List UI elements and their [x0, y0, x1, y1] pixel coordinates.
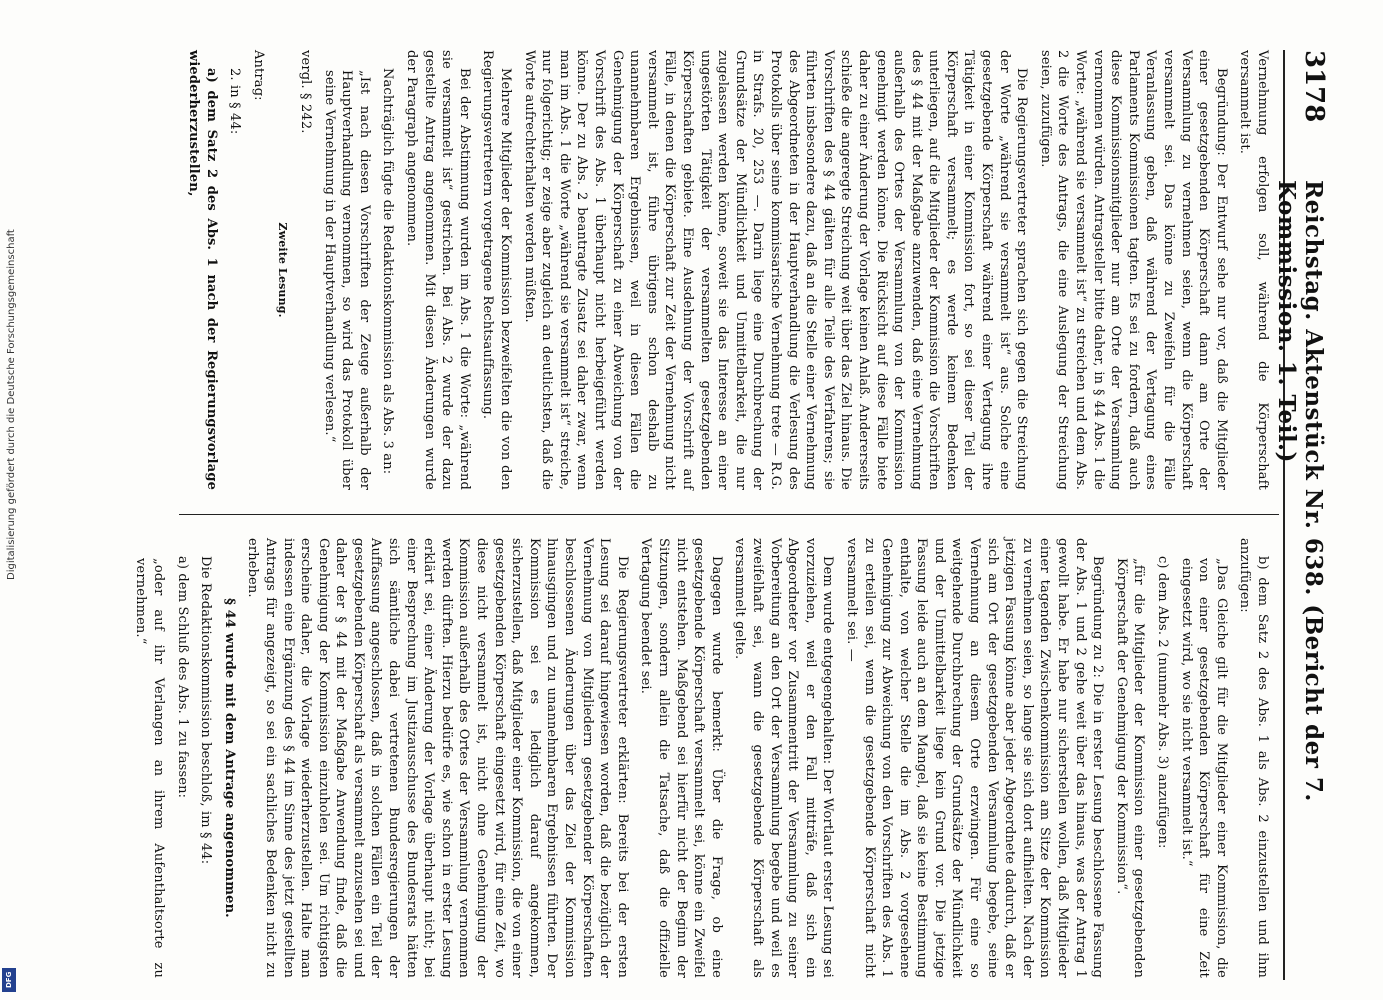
paragraph: Die Regierungsvertreter sprachen sich gegen die Streichung der Worte „während sie versammelt ist“ aus. Solche eine gesetzgebende Körperschaft während einer Vertagung ihre Tätigkeit in einer Kommission fort, so sei dieser Teil der Körperschaft versammelt; es werde keinem Bedenken unterliegen, auf die Mitglieder der Kommission die Vorschriften des § 44 mit der Maßgabe anzuwenden, daß eine Vernehmung außerhalb des Ortes der Versammlung von der Kommission genehmigt werden könne. Die Rücksicht auf diese Fälle biete daher zu einer Änderung der Vorlage keinen Anlaß. Andererseits schieße die angeregte Streichung weit über das Ziel hinaus. Die Vorschriften des § 44 gälten für alle Teile des Verfahrens; sie führten insbesondere dazu, daß an die Stelle einer Vernehmung des Abgeordneten in der Hauptverhandlung die Verlesung des Protokolls über seine kommissarische Vernehmung trete — R.G. in Strafs. 20, 253 —. Darin liege eine Durchbrechung der Grundsätze der Mündlichkeit und Unmittelbarkeit, die nur zugelassen werden könne, soweit sie das Interesse an einer ungestörten Tätigkeit der versammelten gesetzgebenden Körperschaften gebiete. Eine Ausdehnung der Vorschrift auf Fälle, in denen die Körperschaft zur Zeit der Vernehmung nicht versammelt ist, führe übrigens schon deshalb zu unannehmbaren Ergebnissen, weil in diesen Fällen die Genehmigung der Körperschaft zu einer Abweichung von der Vorschrift des Abs. 1 überhaupt nicht herbeigeführt werden könne. Der zu Abs. 2 beantragte Zusatz sei daher zwar, wenn man im Abs. 1 die Worte „während sie versammelt ist“ streiche, nur folgerichtig; er zeige aber zugleich an deutlichsten, daß die Worte aufrechterhalten werden müßten. [521, 50, 1030, 490]
paragraph: Die Regierungsvertreter erklärten: Bereits bei der ersten Lesung sei darauf hingewiesen worden, daß die bezüglich der Vernehmung von Mitgliedern gesetzgebender Körperschaften beschlossenen Änderungen über das Ziel der Kommission hinausgingen und zu unannehmbaren Ergebnissen führten. Der Kommission sei es lediglich darauf angekommen, sicherzustellen, daß Mitglieder einer Kommission, die von einer gesetzgebenden Körperschaft eingesetzt wird, für eine Zeit, wo diese nicht versammelt ist, nicht ohne Genehmigung der Kommission außerhalb des Ortes der Versammlung vernommen werden dürften. Hierzu bedürfe es, wie schon in erster Lesung erklärt sei, einer Änderung der Vorlage überhaupt nicht; bei einer Besprechung im Justizausschusse des Bundesrats hätten sich sämtliche dabei vertretenen Bundesregierungen der Auffassung angeschlossen, daß in solchen Fällen ein Teil der gesetzgebenden Körperschaft als versammelt anzusehen sei und daher der § 44 mit der Maßgabe Anwendung finde, daß die Genehmigung der Kommission einzuholen sei. Um richtigsten erscheine daher, die Vorlage wiederherzustellen. Halte man indessen eine Ergänzung des § 44 im Sinne des jetzt gestellten Antrags für angezeigt, so sei ein sachliches Bedenken nicht zu erheben. [245, 538, 630, 978]
page-title: Reichstag. Aktenstück Nr. 638. (Bericht der 7. Kommission. 1. Teil.) [1273, 180, 1327, 802]
paragraph: b) dem Satz 2 des Abs. 1 als Abs. 2 einzustellen und ihm anzufügen: [1237, 538, 1270, 978]
digitization-credit: Digitalisierung gefördert durch die Deutsche Forschungsgemeinschaft [6, 229, 17, 580]
reference: vergl. § 242. [298, 50, 314, 134]
paragraph: Begründung: Der Entwurf sehe nur vor, daß die Mitglieder einer gesetzgebenden Körperschaft dann am Orte der Versammlung zu vernehmen seien, wenn die Körperschaft versammelt sei. Das könne zu Zweifeln für die Fälle Veranlassung geben, daß während der Vertagung eines Parlaments Kommissionen tagten. Es sei zu fordern, daß auch diese Kommissionsmitglieder nur am Orte der Versammlung vernommen würden. Antragsteller bitte daher, in § 44 Abs. 1 die Worte: „während sie versammelt ist“ zu streichen und dem Abs. 2 die Worte des Antrags, die eine Auslegung der Streichung seien, zuzufügen. [1037, 50, 1229, 490]
page-number: 3178 [1299, 50, 1329, 123]
paragraph: § 44 wurde mit dem Antrage angenommen. [221, 598, 237, 918]
rotated-document-sheet [133, 50, 1335, 980]
quoted-paragraph: „Ist nach diesen Vorschriften der Zeuge außerhalb der Hauptverhandlung vernommen, so wird das Protokoll über seine Vernehmung in der Hauptverhandlung verlesen.“ [321, 70, 372, 490]
paragraph: Bei der Abstimmung wurden im Abs. 1 die Worte: „während sie versammelt ist“ gestrichen. Bei Abs. 2 wurde der dazu gestellte Antrag angenommen. Mit diesen Änderungen wurde der Paragraph angenommen. [404, 50, 472, 490]
paragraph: Die Redaktionskommission beschloß, im § 44: [198, 556, 214, 865]
paragraph: c) dem Abs. 2 (nunmehr Abs. 3) anzufügen: [1155, 556, 1171, 849]
left-column [179, 50, 1271, 490]
paragraph: Dagegen wurde bemerkt: Über die Frage, ob eine gesetzgebende Körperschaft versammelt sei, könne ein Zweifel nicht entstehen. Maßgebend sei hierfür nicht der Beginn der Sitzungen, sondern allein die Tatsache, daß die offizielle Vertagung beendet sei. [638, 538, 724, 978]
right-column [126, 538, 1271, 978]
paragraph: Begründung zu 2: Die in erster Lesung beschlossene Fassung der Abs. 1 und 2 gehe weit über das hinaus, was der Antrag 1 gewollt habe. Er habe nur sicherstellen wollen, daß Mitglieder einer tagenden Zwischenkommission am Sitze der Kommission zu vernehmen seien, so lange sie sich dort aufhielten. Nach der jetzigen Fassung könne aber jeder Abgeordnete dadurch, daß er sich am Ort der gesetzgebenden Versammlung begebe, seine Vernehmung an diesem Orte erzwingen. Für eine so weitgehende Durchbrechung der Grundsätze der Mündlichkeit und der Unmittelbarkeit liege kein Grund vor. Die jetzige Fassung leide auch an dem Mangel, daß sie keine Bestimmung enthalte, von welcher Stelle die im Abs. 2 vorgesehene Genehmigung zur Abweichung von den Vorschriften des Abs. 1 zu erteilen sei, wenn die gesetzgebende Körperschaft nicht versammelt sei. — [843, 538, 1106, 978]
paragraph: Dem wurde entgegengehalten: Der Wortlaut erster Lesung sei vorzuziehen, weil er den Fall mitträfe, daß sich ein Abgeordneter vor Zusammentritt der Versammlung zu seiner Vorbereitung an den Ort der Versammlung begebe und weil es zweifelhaft sei, wann die gesetzgebende Körperschaft als versammelt gelte. [732, 538, 836, 978]
column-divider [179, 514, 1279, 515]
paragraph: a) dem Schluß des Abs. 1 zu fassen: [174, 556, 190, 799]
paragraph: a) dem Satz 2 des Abs. 1 nach der Regierungsvorlage wiederherzustellen, [186, 50, 219, 490]
paragraph: 2. in § 44: [227, 68, 243, 135]
paragraph: Mehrere Mitglieder der Kommission bezweifelten die von den Regierungsvertretern vorgetragene Rechtsauffassung. [480, 50, 514, 490]
quoted-paragraph: „Das Gleiche gilt für die Mitglieder einer Kommission, die von einer gesetzgebenden Körperschaft für eine Zeit eingesetzt wird, wo sie nicht versammelt ist.“ [1178, 558, 1229, 978]
quoted-paragraph: „oder auf ihr Verlangen an ihrem Aufenthaltsorte zu vernehmen.“ [133, 558, 166, 978]
quoted-paragraph: „für die Mitglieder der Kommission einer gesetzgebenden Körperschaft der Genehmigung der Kommission“. [1113, 558, 1147, 978]
section-heading: Zweite Lesung. [275, 222, 289, 318]
paragraph: Vernehmung erfolgen soll, während die Körperschaft versammelt ist. [1237, 50, 1270, 490]
dfg-logo: DFG [2, 968, 16, 992]
paragraph: Nachträglich fügte die Redaktionskommission als Abs. 3 an: [380, 68, 396, 475]
paragraph: Antrag: [250, 50, 266, 101]
page-header [1273, 50, 1335, 980]
